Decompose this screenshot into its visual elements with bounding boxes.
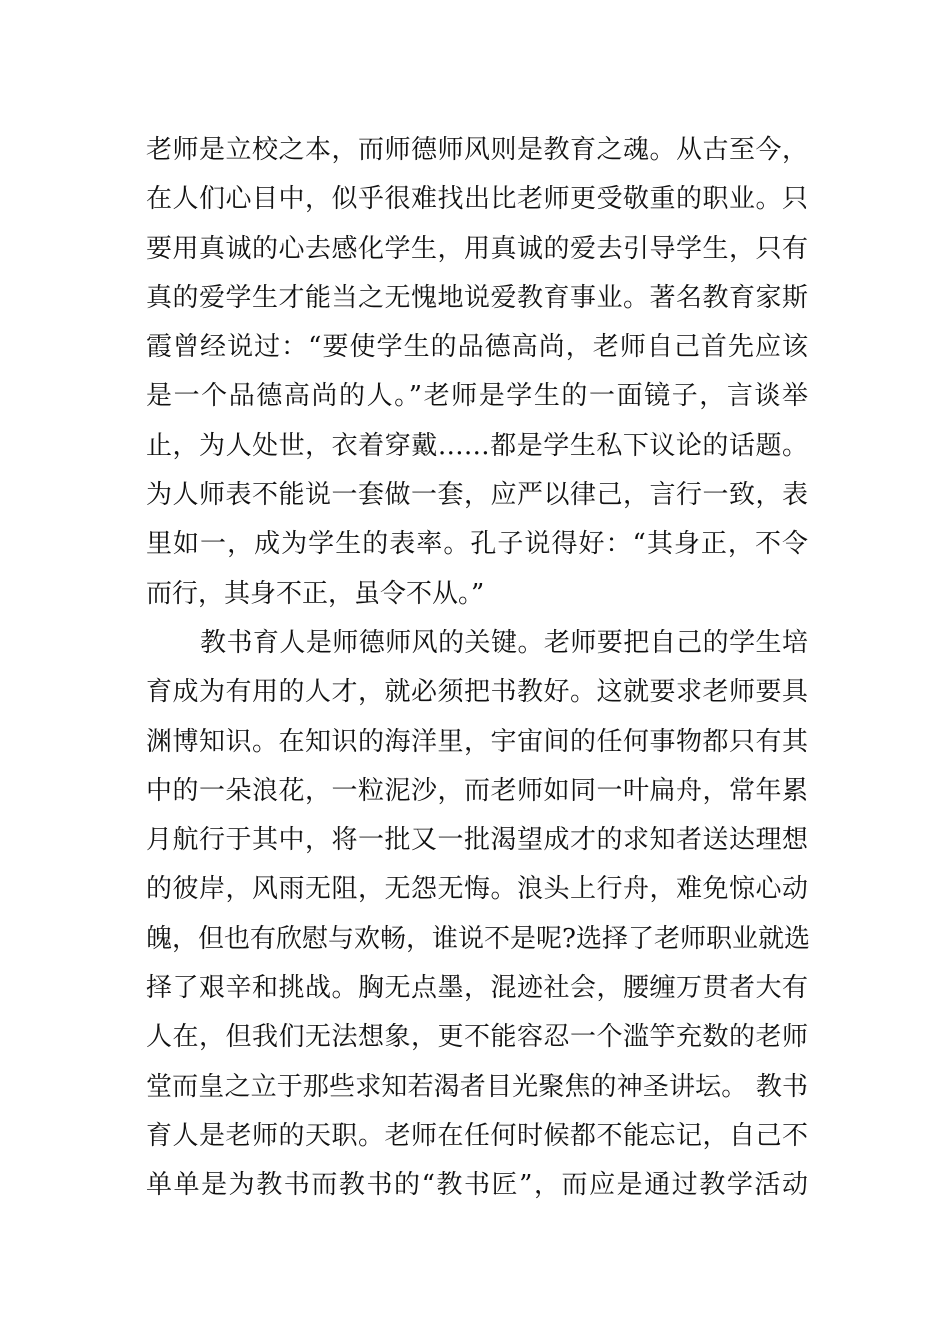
text-line: 堂而皇之立于那些求知若渴者目光聚焦的神圣讲坛。 教书 (146, 1071, 808, 1102)
text-line: 育成为有用的人才，就必须把书教好。这就要求老师要具 (146, 677, 808, 708)
text-line: 在人们心目中，似乎很难找出比老师更受敬重的职业。只 (146, 184, 808, 215)
text-line: 育人是老师的天职。老师在任何时候都不能忘记，自己不 (146, 1120, 808, 1151)
text-line: 为人师表不能说一套做一套，应严以律己，言行一致，表 (146, 480, 808, 511)
text-line: 中的一朵浪花，一粒泥沙，而老师如同一叶扁舟，常年累 (146, 775, 808, 806)
text-line: 的彼岸，风雨无阻，无怨无悔。浪头上行舟，难免惊心动 (146, 874, 808, 905)
text-line: 霞曾经说过：“要使学生的品德高尚，老师自己首先应该 (146, 332, 808, 363)
text-line: 魄，但也有欣慰与欢畅，谁说不是呢?选择了老师职业就选 (146, 923, 810, 954)
text-line: 真的爱学生才能当之无愧地说爱教育事业。著名教育家斯 (146, 282, 808, 313)
text-line: 择了艰辛和挑战。胸无点墨，混迹社会，腰缠万贯者大有 (146, 973, 808, 1004)
text-line: 是一个品德高尚的人。”老师是学生的一面镜子，言谈举 (146, 381, 808, 412)
text-line: 渊博知识。在知识的海洋里，宇宙间的任何事物都只有其 (146, 726, 808, 757)
text-line: 要用真诚的心去感化学生，用真诚的爱去引导学生，只有 (146, 233, 808, 264)
text-line: 里如一，成为学生的表率。孔子说得好：“其身正，不令 (146, 529, 808, 560)
paragraph-start-line: 教书育人是师德师风的关键。老师要把自己的学生培 (200, 627, 808, 658)
text-line: 单单是为教书而教书的“教书匠”，而应是通过教学活动 (146, 1170, 808, 1201)
text-line: 止，为人处世，衣着穿戴……都是学生私下议论的话题。 (146, 430, 808, 461)
paragraph-end-line: 而行，其身不正，虽令不从。” (146, 578, 485, 609)
text-line: 人在，但我们无法想象，更不能容忍一个滥竽充数的老师 (146, 1022, 808, 1053)
text-line: 老师是立校之本，而师德师风则是教育之魂。从古至今， (146, 135, 808, 165)
body-text (146, 126, 808, 1211)
text-line: 月航行于其中，将一批又一批渴望成才的求知者送达理想 (146, 825, 808, 856)
